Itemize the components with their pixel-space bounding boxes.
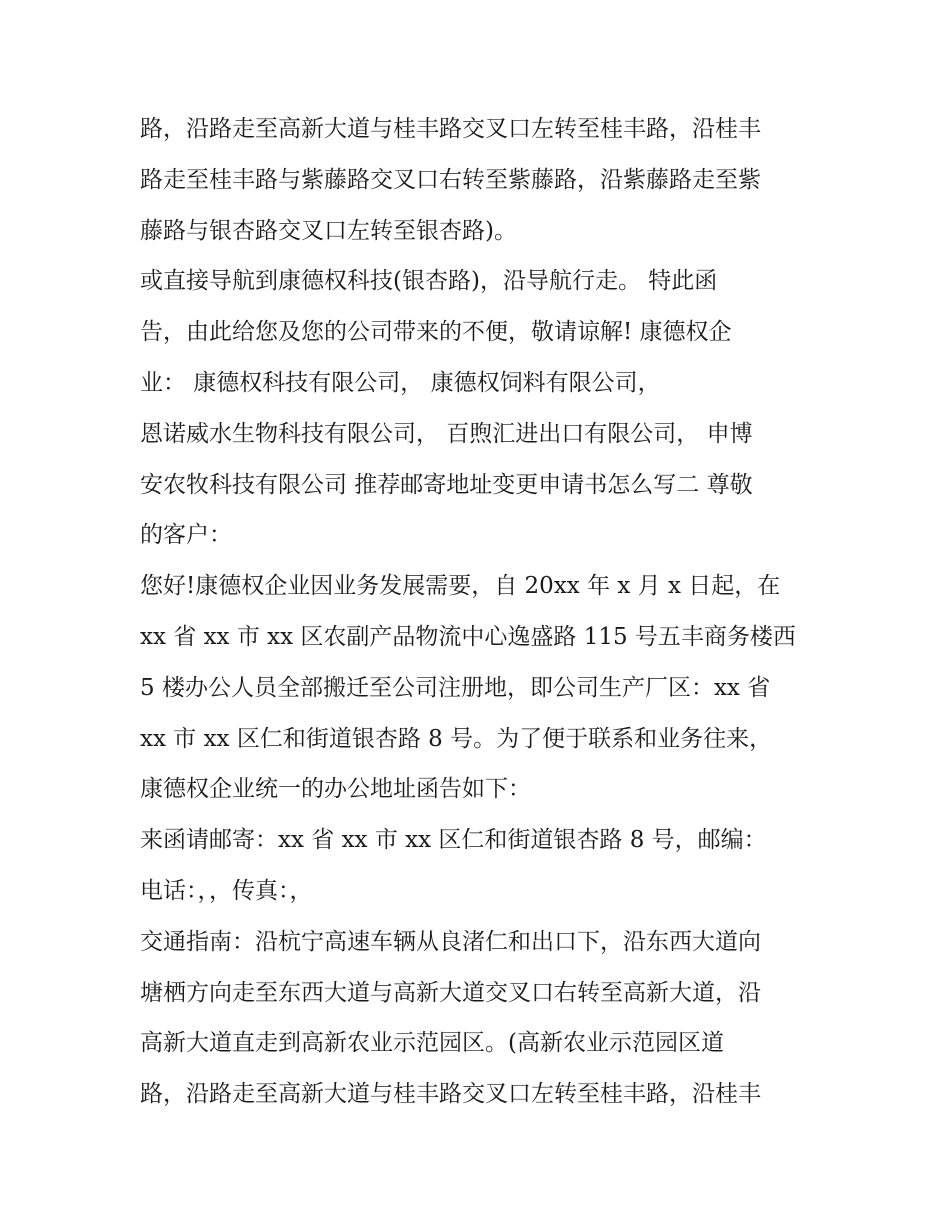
text-line: 路，沿路走至高新大道与桂丰路交叉口左转至桂丰路，沿桂丰	[140, 1081, 761, 1108]
text-line: 或直接导航到康德权科技(银杏路)，沿导航行走。 特此函	[140, 268, 718, 295]
document-body	[140, 104, 820, 1120]
text-line: 您好!康德权企业因业务发展需要，自 20xx 年 x 月 x 日起，在	[140, 573, 781, 600]
text-line: 塘栖方向走至东西大道与高新大道交叉口右转至高新大道，沿	[140, 979, 761, 1006]
text-line: 路，沿路走至高新大道与桂丰路交叉口左转至桂丰路，沿桂丰	[140, 116, 761, 142]
text-line: 的客户：	[140, 522, 232, 549]
text-line: 高新大道直走到高新农业示范园区。(高新农业示范园区道	[140, 1030, 724, 1057]
text-line: 电话：，，传真：，	[140, 877, 313, 904]
text-line: 告，由此给您及您的公司带来的不便，敬请谅解! 康德权企	[140, 319, 732, 346]
text-line: xx 省 xx 市 xx 区农副产品物流中心逸盛路 115 号五丰商务楼西	[140, 623, 796, 650]
text-line: 5 楼办公人员全部搬迁至公司注册地，即公司生产厂区：xx 省	[140, 674, 771, 701]
text-line: xx 市 xx 区仁和街道银杏路 8 号。为了便于联系和业务往来，	[140, 725, 773, 752]
text-line: 康德权企业统一的办公地址函告如下：	[140, 776, 531, 803]
text-line: 业： 康德权科技有限公司， 康德权饲料有限公司，	[140, 369, 661, 396]
text-line: 恩诺威水生物科技有限公司， 百煦汇进出口有限公司， 申博	[140, 420, 753, 447]
text-line: 交通指南：沿杭宁高速车辆从良渚仁和出口下，沿东西大道向	[140, 928, 761, 955]
text-line: 安农牧科技有限公司 推荐邮寄地址变更申请书怎么写二 尊敬	[140, 471, 753, 498]
text-line: 来函请邮寄：xx 省 xx 市 xx 区仁和街道银杏路 8 号，邮编：	[140, 827, 767, 854]
text-line: 路走至桂丰路与紫藤路交叉口右转至紫藤路，沿紫藤路走至紫	[140, 166, 761, 193]
text-line: 藤路与银杏路交叉口左转至银杏路)。	[140, 217, 517, 244]
